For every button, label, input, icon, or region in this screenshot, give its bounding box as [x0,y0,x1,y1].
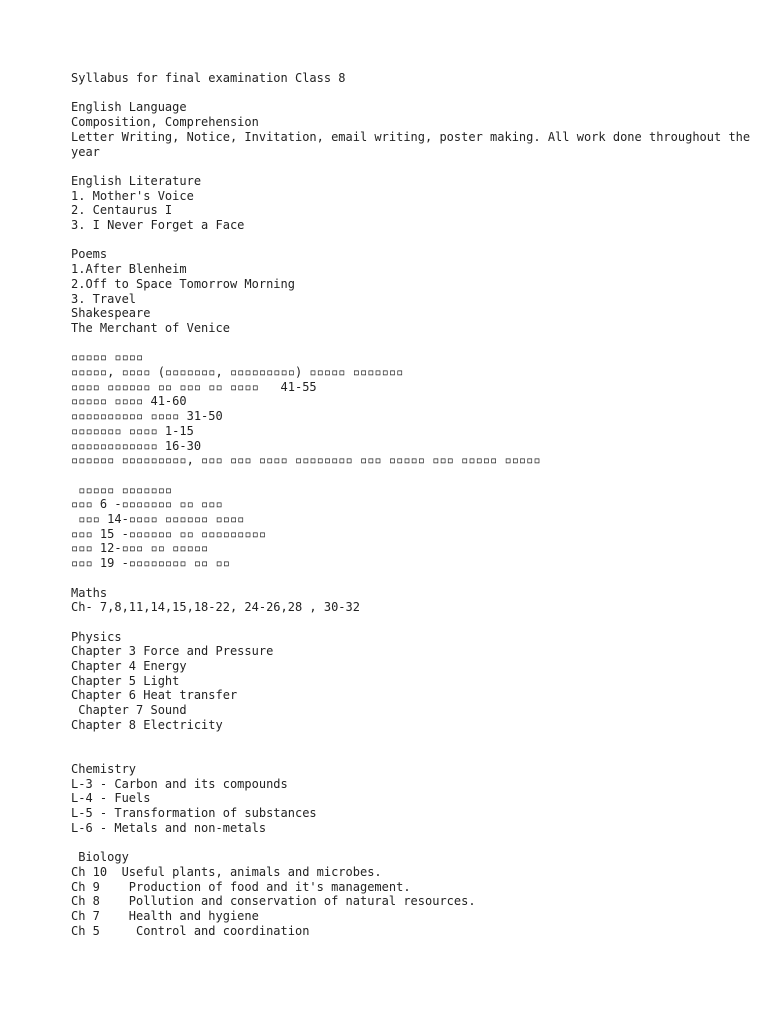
biology-item: Ch 10 Useful plants, animals and microbes. [71,864,382,879]
english-literature-section [71,174,751,233]
chemistry-item: L-6 - Metals and non-metals [71,820,267,835]
physics-item: Chapter 6 Heat transfer [71,688,238,703]
english-literature-heading: English Literature [71,173,202,188]
biology-section [71,850,751,938]
english-language-line: Composition, Comprehension [71,115,259,130]
physics-section [71,630,751,733]
physics-item: Chapter 3 Force and Pressure [71,644,274,659]
maths-heading: Maths [71,585,108,600]
hindi-line: ▫▫▫▫▫ ▫▫▫▫ 41-60 [71,394,187,409]
hindi-line: ▫▫▫▫▫▫▫ ▫▫▫▫ 1-15 [71,423,194,438]
physics-item: Chapter 8 Electricity [71,717,223,732]
biology-item: Ch 7 Health and hygiene [71,908,259,923]
poem-item: 3. Travel [71,291,137,306]
chemistry-item: L-4 - Fuels [71,791,151,806]
hindi-heading: ▫▫▫▫▫ ▫▫▫▫ [71,350,144,365]
english-language-line: Letter Writing, Notice, Invitation, email writing, poster making. All work done throughout the year [71,129,758,159]
physics-item: Chapter 7 Sound [71,703,187,718]
biology-item: Ch 5 Control and coordination [71,923,310,938]
hindi-heading: ▫▫▫▫▫ ▫▫▫▫▫▫▫ [71,482,173,497]
literature-item: 2. Centaurus I [71,203,173,218]
hindi-section-1 [71,350,751,468]
literature-item: 3. I Never Forget a Face [71,218,245,232]
chemistry-section [71,762,751,836]
biology-item: Ch 9 Production of food and it's management. [71,879,411,894]
physics-item: Chapter 5 Light [71,673,180,688]
maths-chapters: Ch- 7,8,11,14,15,18-22, 24-26,28 , 30-32 [71,600,360,615]
english-language-section [71,100,758,159]
chemistry-heading: Chemistry [71,761,137,776]
biology-heading: Biology [71,850,129,865]
hindi-line: ▫▫▫▫▫, ▫▫▫▫ (▫▫▫▫▫▫▫, ▫▫▫▫▫▫▫▫▫) ▫▫▫▫▫ ▫▫▫▫▫▫▫ [71,365,404,379]
chemistry-item: L-3 - Carbon and its compounds [71,776,288,791]
hindi-line: ▫▫▫ 6 -▫▫▫▫▫▫▫ ▫▫ ▫▫▫ [71,497,223,512]
biology-item: Ch 8 Pollution and conservation of natural resources. [71,894,476,909]
hindi-line: ▫▫▫ 12-▫▫▫ ▫▫ ▫▫▫▫▫ [71,541,209,556]
hindi-line: ▫▫▫ 19 -▫▫▫▫▫▫▫▫ ▫▫ ▫▫ [71,556,230,571]
hindi-line: ▫▫▫▫ ▫▫▫▫▫▫ ▫▫ ▫▫▫ ▫▫ ▫▫▫▫ 41-55 [71,379,317,394]
shakespeare-item: The Merchant of Venice [71,320,230,335]
hindi-line: ▫▫▫▫▫▫▫▫▫▫ ▫▫▫▫ 31-50 [71,409,223,424]
hindi-section-2 [71,483,751,571]
syllabus-document [71,71,758,938]
english-language-heading: English Language [71,100,187,115]
poem-item: 1.After Blenheim [71,262,187,277]
hindi-line: ▫▫▫▫▫▫ ▫▫▫▫▫▫▫▫▫, ▫▫▫ ▫▫▫ ▫▫▫▫ ▫▫▫▫▫▫▫▫ ▫▫▫ ▫▫▫▫▫ ▫▫▫ ▫▫▫▫▫ ▫▫▫▫▫ [71,453,541,468]
shakespeare-heading: Shakespeare [71,306,151,321]
chemistry-item: L-5 - Transformation of substances [71,806,317,821]
maths-section [71,586,751,615]
physics-heading: Physics [71,629,122,644]
literature-item: 1. Mother's Voice [71,188,194,203]
hindi-line: ▫▫▫ 15 -▫▫▫▫▫▫ ▫▫ ▫▫▫▫▫▫▫▫▫ [71,526,267,541]
physics-item: Chapter 4 Energy [71,659,187,674]
document-title: Syllabus for final examination Class 8 [71,71,346,85]
poem-item: 2.Off to Space Tomorrow Morning [71,276,295,291]
hindi-line: ▫▫▫▫▫▫▫▫▫▫▫▫ 16-30 [71,438,202,453]
poems-heading: Poems [71,247,108,262]
poems-section [71,247,751,335]
hindi-line: ▫▫▫ 14-▫▫▫▫ ▫▫▫▫▫▫ ▫▫▫▫ [71,512,245,527]
